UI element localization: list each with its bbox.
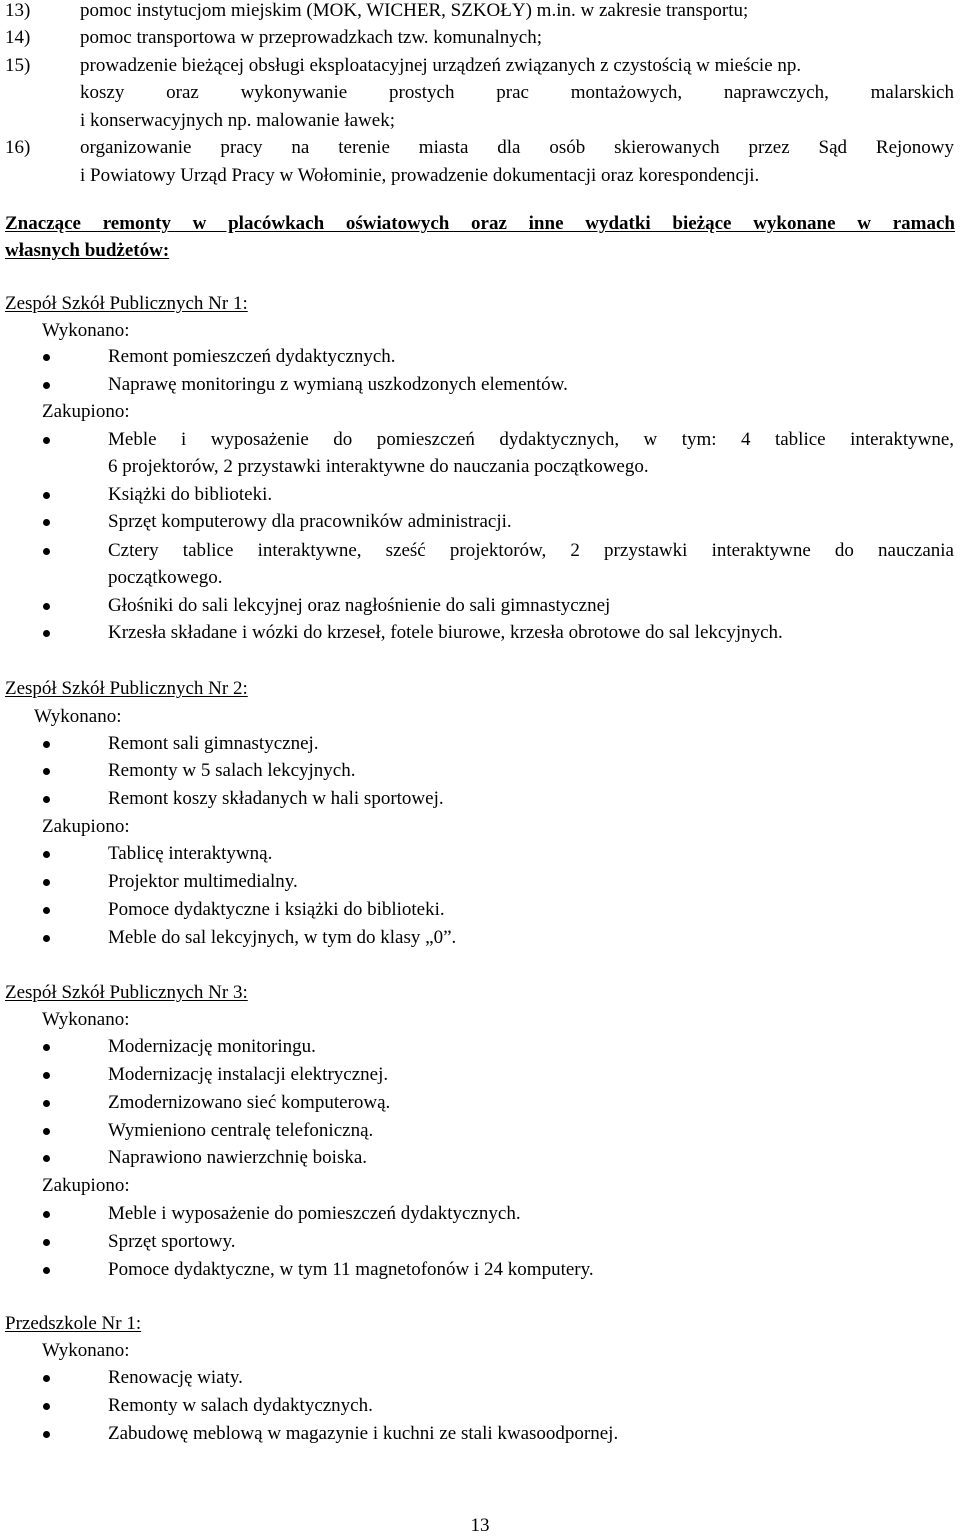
bullet-icon <box>43 768 50 775</box>
item-text-continued: i Powiatowy Urząd Pracy w Wołominie, prowadzenie dokumentacji oraz korespondencji. <box>80 165 760 186</box>
list-item-text: Meble i wyposażenie do pomieszczeń dydaktycznych, w tym: 4 tablice interaktywne, <box>108 429 954 450</box>
list-item-text-continued: początkowego. <box>108 567 223 588</box>
group-label-wykonano: Wykonano: <box>42 1340 130 1361</box>
bullet-icon <box>43 548 50 555</box>
list-item-text: Pomoce dydaktyczne, w tym 11 magnetofonów i 24 komputery. <box>108 1259 594 1280</box>
section-title-przedszkole1: Przedszkole Nr 1: <box>5 1313 142 1334</box>
list-item-text: Remont pomieszczeń dydaktycznych. <box>108 346 396 367</box>
group-label-zakupiono: Zakupiono: <box>42 816 130 837</box>
list-item-text: Tablicę interaktywną. <box>108 843 273 864</box>
bullet-icon <box>43 437 50 444</box>
bullet-icon <box>43 1431 50 1438</box>
bullet-icon <box>43 1267 50 1274</box>
main-heading-continued: własnych budżetów: <box>5 240 170 261</box>
list-item-text: Sprzęt sportowy. <box>108 1231 236 1252</box>
bullet-icon <box>43 1155 50 1162</box>
list-item-text: Remonty w salach dydaktycznych. <box>108 1395 373 1416</box>
item-number: 15) <box>5 55 31 76</box>
bullet-icon <box>43 1072 50 1079</box>
list-item-text: Sprzęt komputerowy dla pracowników administracji. <box>108 511 512 532</box>
list-item-text: Meble i wyposażenie do pomieszczeń dydaktycznych. <box>108 1203 521 1224</box>
item-text: pomoc instytucjom miejskim (MOK, WICHER, SZKOŁY) m.in. w zakresie transportu; <box>80 0 749 21</box>
group-label-wykonano: Wykonano: <box>42 1009 130 1030</box>
group-label-wykonano: Wykonano: <box>42 320 130 341</box>
group-label-zakupiono: Zakupiono: <box>42 1175 130 1196</box>
list-item-text: Cztery tablice interaktywne, sześć projektorów, 2 przystawki interaktywne do nauczania <box>108 540 954 561</box>
list-item-text: Renowację wiaty. <box>108 1367 243 1388</box>
item-number: 13) <box>5 0 31 21</box>
item-text-continued: i konserwacyjnych np. malowanie ławek; <box>80 110 395 131</box>
list-item-text: Głośniki do sali lekcyjnej oraz nagłośnienie do sali gimnastycznej <box>108 595 611 616</box>
bullet-icon <box>43 354 50 361</box>
list-item-text: Krzesła składane i wózki do krzeseł, fotele biurowe, krzesła obrotowe do sal lekcyjnych. <box>108 622 783 643</box>
list-item-text: Naprawiono nawierzchnię boiska. <box>108 1147 368 1168</box>
bullet-icon <box>43 630 50 637</box>
group-label-zakupiono: Zakupiono: <box>42 401 130 422</box>
item-text: pomoc transportowa w przeprowadzkach tzw. komunalnych; <box>80 27 543 48</box>
list-item-text-continued: 6 projektorów, 2 przystawki interaktywne do nauczania początkowego. <box>108 456 649 477</box>
list-item-text: Wymieniono centralę telefoniczną. <box>108 1120 374 1141</box>
list-item-text: Modernizację instalacji elektrycznej. <box>108 1064 389 1085</box>
list-item-text: Modernizację monitoringu. <box>108 1036 316 1057</box>
bullet-icon <box>43 907 50 914</box>
section-title-zsp3: Zespół Szkół Publicznych Nr 3: <box>5 982 248 1003</box>
bullet-icon <box>43 935 50 942</box>
bullet-icon <box>43 1128 50 1135</box>
bullet-icon <box>43 492 50 499</box>
bullet-icon <box>43 741 50 748</box>
item-text-continued: koszy oraz wykonywanie prostych prac montażowych, naprawczych, malarskich <box>80 82 954 103</box>
item-text: organizowanie pracy na terenie miasta dla osób skierowanych przez Sąd Rejonowy <box>80 137 954 158</box>
list-item-text: Remont sali gimnastycznej. <box>108 733 319 754</box>
bullet-icon <box>43 603 50 610</box>
list-item-text: Naprawę monitoringu z wymianą uszkodzonych elementów. <box>108 374 568 395</box>
list-item-text: Zabudowę meblową w magazynie i kuchni ze stali kwasoodpornej. <box>108 1423 619 1444</box>
group-label-wykonano: Wykonano: <box>34 706 122 727</box>
list-item-text: Pomoce dydaktyczne i książki do biblioteki. <box>108 899 445 920</box>
bullet-icon <box>43 1239 50 1246</box>
list-item-text: Zmodernizowano sieć komputerową. <box>108 1092 391 1113</box>
bullet-icon <box>43 519 50 526</box>
bullet-icon <box>43 879 50 886</box>
section-title-zsp1: Zespół Szkół Publicznych Nr 1: <box>5 293 248 314</box>
bullet-icon <box>43 796 50 803</box>
section-title-zsp2: Zespół Szkół Publicznych Nr 2: <box>5 678 248 699</box>
page-number: 13 <box>470 1515 490 1536</box>
main-heading: Znaczące remonty w placówkach oświatowych oraz inne wydatki bieżące wykonane w ramach <box>5 213 955 234</box>
item-number: 14) <box>5 27 31 48</box>
bullet-icon <box>43 382 50 389</box>
list-item-text: Książki do biblioteki. <box>108 484 273 505</box>
list-item-text: Remonty w 5 salach lekcyjnych. <box>108 760 356 781</box>
list-item-text: Meble do sal lekcyjnych, w tym do klasy „0”. <box>108 927 457 948</box>
bullet-icon <box>43 1403 50 1410</box>
list-item-text: Remont koszy składanych w hali sportowej. <box>108 788 444 809</box>
bullet-icon <box>43 1375 50 1382</box>
bullet-icon <box>43 851 50 858</box>
item-number: 16) <box>5 137 31 158</box>
bullet-icon <box>43 1100 50 1107</box>
list-item-text: Projektor multimedialny. <box>108 871 298 892</box>
item-text: prowadzenie bieżącej obsługi eksploatacyjnej urządzeń związanych z czystością w mieście np. <box>80 55 802 76</box>
bullet-icon <box>43 1211 50 1218</box>
bullet-icon <box>43 1044 50 1051</box>
